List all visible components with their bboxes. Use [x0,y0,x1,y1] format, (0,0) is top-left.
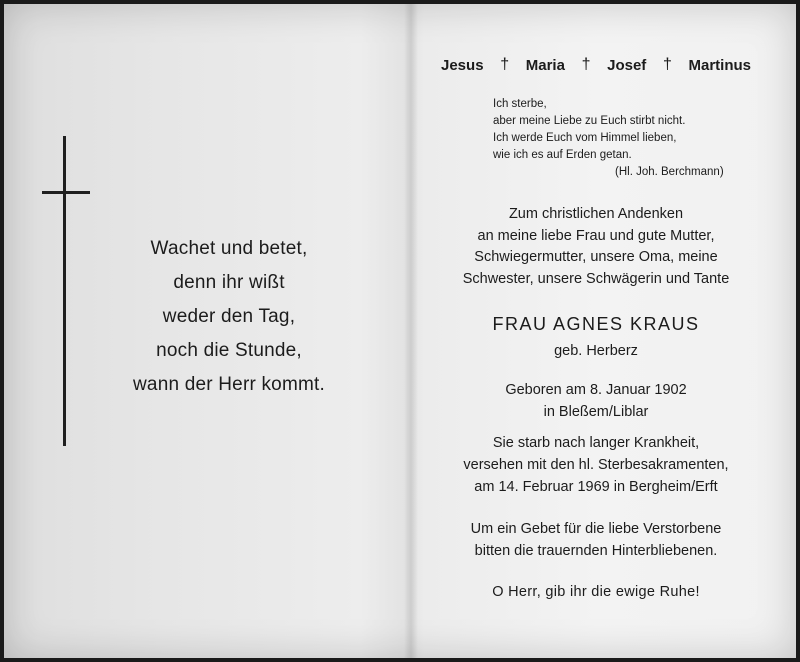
birth-line: Geboren am 8. Januar 1902 [505,382,687,398]
verse-line: Wachet und betet, [150,238,308,259]
dagger-icon: † [662,56,672,73]
verse-line: noch die Stunde, [156,340,302,361]
card-fold [404,4,418,658]
quote-block [493,96,753,178]
closing-prayer: O Herr, gib ihr die ewige Ruhe! [492,584,700,600]
quote-line: wie ich es auf Erden getan. [493,149,632,161]
prayer-line: bitten die trauernden Hinterbliebenen. [474,543,718,559]
dagger-icon: † [581,56,591,73]
birth-line: in Bleßem/Liblar [543,404,649,420]
birth-info [436,379,756,423]
header-name: Jesus [441,56,484,74]
cross-icon-bar [42,191,90,194]
header-names [441,56,751,74]
verse-line: wann der Herr kommt. [133,374,325,395]
dagger-icon: † [500,56,510,73]
death-line: versehen mit den hl. Sterbesakramenten, [463,457,729,473]
cross-icon [63,136,66,446]
dedication-line: Schwester, unsere Schwägerin und Tante [462,270,730,287]
header-name: Josef [607,56,647,74]
death-info [436,432,756,498]
bible-verse [104,232,354,402]
verse-line: weder den Tag, [162,306,296,327]
death-line: Sie starb nach langer Krankheit, [492,435,700,451]
memorial-card [4,4,796,658]
quote-line: aber meine Liebe zu Euch stirbt nicht. [493,115,686,127]
dedication-line: an meine liebe Frau und gute Mutter, [477,227,715,244]
death-line: am 14. Februar 1969 in Bergheim/Erft [474,479,718,495]
dedication-line: Zum christlichen Andenken [508,206,684,222]
header-name: Maria [525,56,565,74]
verse-line: denn ihr wißt [173,272,285,293]
prayer-request [436,518,756,562]
maiden-name: geb. Herberz [554,343,638,359]
dedication-line: Schwiegermutter, unsere Oma, meine [474,249,718,265]
prayer-line: Um ein Gebet für die liebe Verstorbene [470,521,722,537]
header-name: Martinus [688,56,751,74]
quote-attribution: (Hl. Joh. Berchmann) [615,166,724,178]
quote-line: Ich werde Euch vom Himmel lieben, [493,132,677,144]
quote-line: Ich sterbe, [493,98,547,110]
dedication [436,204,756,290]
deceased-name: FRAU AGNES KRAUS [492,314,700,334]
